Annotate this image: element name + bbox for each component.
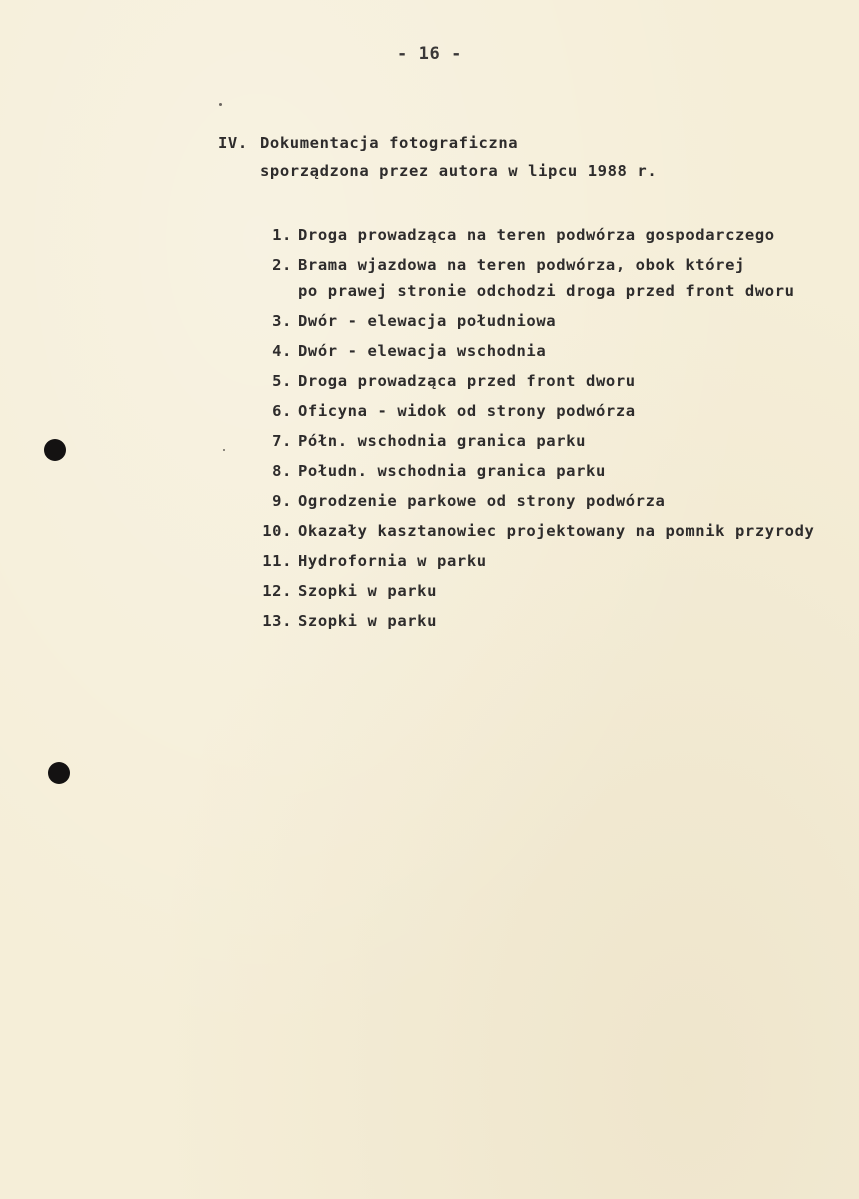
list-item-line: Połudn. wschodnia granica parku xyxy=(298,462,606,480)
punch-hole xyxy=(44,439,66,461)
section-subtitle: sporządzona przez autora w lipcu 1988 r. xyxy=(260,162,658,180)
list-item-text xyxy=(298,432,586,450)
list-item-text xyxy=(298,552,487,570)
list-item-number: 10. xyxy=(262,522,292,540)
list-item-text xyxy=(298,492,665,510)
list-item-line: Ogrodzenie parkowe od strony podwórza xyxy=(298,492,666,510)
list-item-line: Oficyna - widok od strony podwórza xyxy=(298,402,636,420)
list-item xyxy=(244,432,854,450)
list-item xyxy=(244,402,854,420)
list-item-text xyxy=(298,582,437,600)
list-item-number: 6. xyxy=(272,402,292,420)
list-item-line: Brama wjazdowa na teren podwórza, obok której xyxy=(298,256,745,274)
list-item-text xyxy=(298,372,636,390)
section-heading xyxy=(218,134,818,180)
list-item-line: po prawej stronie odchodzi droga przed front dworu xyxy=(298,282,795,300)
list-item-text xyxy=(298,402,636,420)
list-item-line: Dwór - elewacja południowa xyxy=(298,312,557,330)
list-item-number: 9. xyxy=(272,492,292,510)
list-item-text xyxy=(298,342,546,360)
paper-speck xyxy=(219,103,222,106)
list-item xyxy=(244,612,854,630)
list-item-number: 11. xyxy=(262,552,292,570)
list-item xyxy=(244,226,854,244)
list-item-line: Szopki w parku xyxy=(298,612,438,630)
section-numeral: IV. xyxy=(218,134,248,152)
list-item-line: Okazały kasztanowiec projektowany na pomnik przyrody xyxy=(298,522,815,540)
list-item-number: 4. xyxy=(272,342,292,360)
list-item-line: Droga prowadząca na teren podwórza gospodarczego xyxy=(298,226,775,244)
list-item-text xyxy=(298,312,556,330)
list-item xyxy=(244,256,854,300)
list-item-number: 3. xyxy=(272,312,292,330)
list-item-number: 1. xyxy=(272,226,292,244)
list-item-text xyxy=(298,522,814,540)
list-item-line: Półn. wschodnia granica parku xyxy=(298,432,587,450)
list-item-line: Hydrofornia w parku xyxy=(298,552,487,570)
photo-list xyxy=(244,226,854,642)
list-item-text xyxy=(298,612,437,630)
list-item-text xyxy=(298,462,606,480)
list-item-number: 7. xyxy=(272,432,292,450)
punch-hole xyxy=(48,762,70,784)
page-number: - 16 - xyxy=(396,44,462,64)
list-item xyxy=(244,312,854,330)
list-item-number: 2. xyxy=(272,256,292,274)
list-item xyxy=(244,462,854,480)
section-title: Dokumentacja fotograficzna xyxy=(260,134,519,152)
list-item xyxy=(244,342,854,360)
list-item xyxy=(244,552,854,570)
list-item-number: 8. xyxy=(272,462,292,480)
list-item xyxy=(244,492,854,510)
list-item-number: 13. xyxy=(262,612,292,630)
list-item xyxy=(244,372,854,390)
list-item-line: Dwór - elewacja wschodnia xyxy=(298,342,547,360)
list-item-number: 5. xyxy=(272,372,292,390)
list-item-line: Droga prowadząca przed front dworu xyxy=(298,372,636,390)
list-item-text xyxy=(298,226,775,244)
list-item xyxy=(244,522,854,540)
list-item-number: 12. xyxy=(262,582,292,600)
list-item-text xyxy=(298,256,795,300)
list-item xyxy=(244,582,854,600)
list-item-line: Szopki w parku xyxy=(298,582,438,600)
paper-speck xyxy=(223,449,225,451)
